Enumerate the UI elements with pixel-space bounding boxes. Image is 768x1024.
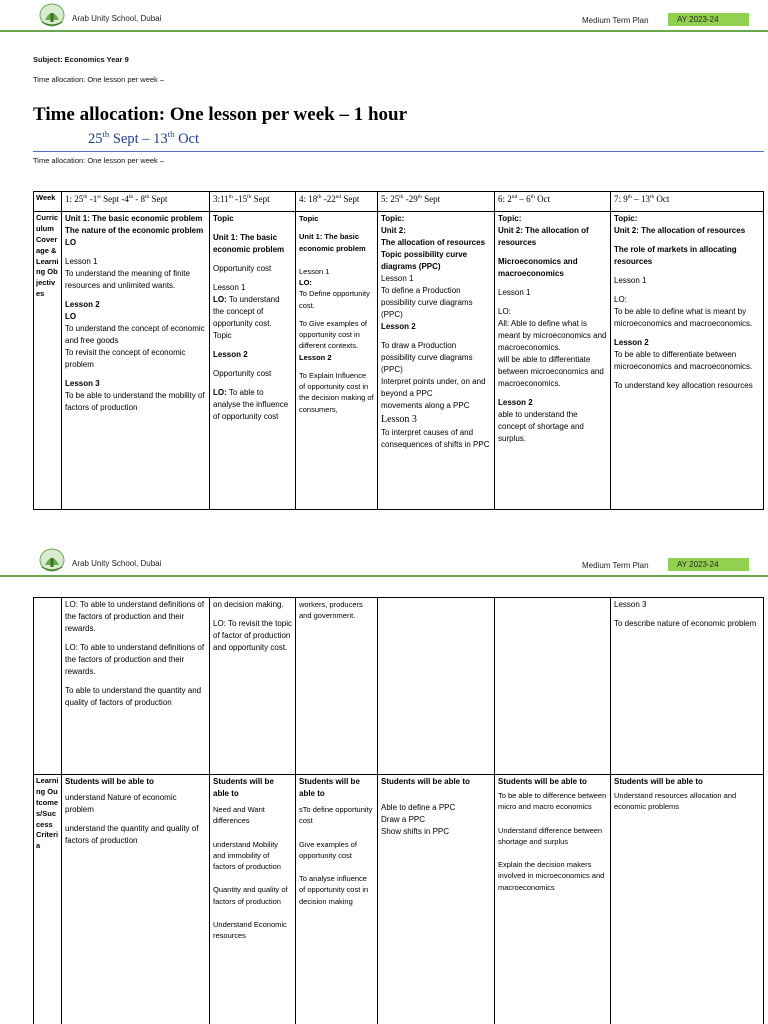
week-1-outcomes: Students will be able to understand Nature of economic problem understand the quantity and quality of factors of production [62,775,210,1024]
academic-year-badge: AY 2023-24 [668,13,749,26]
curriculum-row [34,212,764,510]
curriculum-label: Curriculum Coverage & Learning Objectives [34,212,62,510]
school-name: Arab Unity School, Dubai [72,559,162,568]
week-6-objectives: Topic: Unit 2: The allocation of resources Microeconomics and macroeconomics Lesson 1 LO: All: Able to define what is meant by microeconomics and macroeconomics. will be able to differentiate between microeconomics and macroeconomics. Lesson 2 able to understand the concept of shortage and surplus. [495,212,611,510]
time-allocation-note: Time allocation: One lesson per week – [33,75,165,84]
week-4-objectives-cont: workers, producers and government. [296,598,378,775]
week-1-objectives-cont: LO: To able to understand definitions of the factors of production and their rewards. LO: To able to understand definitions of the factors of production and their rewards. To able to understand the quantity and quality of factors of production [62,598,210,775]
week-3-objectives-cont: on decision making. LO: To revisit the topic of factor of production and opportunity cost. [210,598,296,775]
week-header-row [34,192,764,212]
page-header-2 [0,545,768,575]
academic-year-badge: AY 2023-24 [668,558,749,571]
week-5-objectives-cont [378,598,495,775]
week-3-objectives: Topic Unit 1: The basic economic problem Opportunity cost Lesson 1 LO: To understand the concept of opportunity cost. Topic Lesson 2 Opportunity cost LO: To able to analyse the influence of opportunity cost [210,212,296,510]
header-rule [0,30,768,32]
week-1-objectives: Unit 1: The basic economic problem The nature of the economic problem LO Lesson 1 To understand the meaning of finite resources and unlimited wants. Lesson 2 LO To understand the concept of economic and free goods To revisit the concept of economic problem Lesson 3 To be able to understand the mobility of factors of production [62,212,210,510]
week-7-outcomes: Students will be able to Understand resources allocation and economic problems [611,775,764,1024]
outcomes-row [34,775,764,1024]
header-rule [0,575,768,577]
page-title: Time allocation: One lesson per week – 1 hour [33,104,408,125]
curriculum-label-blank [34,598,62,775]
week-4-header: 4: 18th -22nd Sept [296,192,378,212]
curriculum-row-continued [34,598,764,775]
week-3-outcomes: Students will be able to Need and Want differences understand Mobility and immobility of factors of production Quantity and quality of factors of production Understand Economic resources [210,775,296,1024]
outcomes-label: Learning Outcomes/Success Criteria [34,775,62,1024]
subject-label: Subject: Economics Year 9 [33,55,129,64]
week-4-objectives: Topic Unit 1: The basic economic problem Lesson 1 LO: To Define opportunity cost. To Give examples of opportunity cost in different contexts. Lesson 2 To Explain Influence of opportunity cost in the decision making of consumers, [296,212,378,510]
week-5-outcomes: Students will be able to Able to define a PPC Draw a PPC Show shifts in PPC [378,775,495,1024]
week-6-objectives-cont [495,598,611,775]
week-label: Week [34,192,62,212]
plan-label: Medium Term Plan [582,561,649,570]
school-crest-icon [38,547,66,573]
week-3-header: 3:11th -15th Sept [210,192,296,212]
page-header [0,0,768,30]
week-1-header: 1: 25th -1st Sept -4th - 8th Sept [62,192,210,212]
week-6-outcomes: Students will be able to To be able to difference between micro and macro economics Understand difference between shortage and surplus Explain the decision makers involved in microeconomics and macroeconomics [495,775,611,1024]
week-4-outcomes: Students will be able to sTo define opportunity cost Give examples of opportunity cost To analyse influence of opportunity cost in decision making [296,775,378,1024]
week-7-objectives-cont: Lesson 3 To describe nature of economic problem [611,598,764,775]
week-7-header: 7: 9th – 13th Oct [611,192,764,212]
school-crest-icon [38,2,66,28]
plan-table-page1 [33,191,764,510]
week-5-objectives: Topic: Unit 2: The allocation of resources Topic possibility curve diagrams (PPC) Lesson 1 To define a Production possibility curve diagrams (PPC) Lesson 2 To draw a Production possibility curve diagrams (PPC) Interpret points under, on and beyond a PPC movements along a PPC Lesson 3 To interpret causes of and consequences of shifts in PPC [378,212,495,510]
time-allocation-note-2: Time allocation: One lesson per week – [33,156,165,165]
plan-table-page2 [33,597,764,1024]
week-6-header: 6: 2nd – 6th Oct [495,192,611,212]
plan-label: Medium Term Plan [582,16,649,25]
school-name: Arab Unity School, Dubai [72,14,162,23]
title-rule [33,151,764,152]
week-7-objectives: Topic: Unit 2: The allocation of resources The role of markets in allocating resources Lesson 1 LO: To be able to define what is meant by microeconomics and macroeconomics. Lesson 2 To be able to differentiate between microeconomics and macroeconomics. To understand key allocation resources [611,212,764,510]
week-5-header: 5: 25th -29th Sept [378,192,495,212]
date-range: 25th Sept – 13th Oct [88,129,199,147]
